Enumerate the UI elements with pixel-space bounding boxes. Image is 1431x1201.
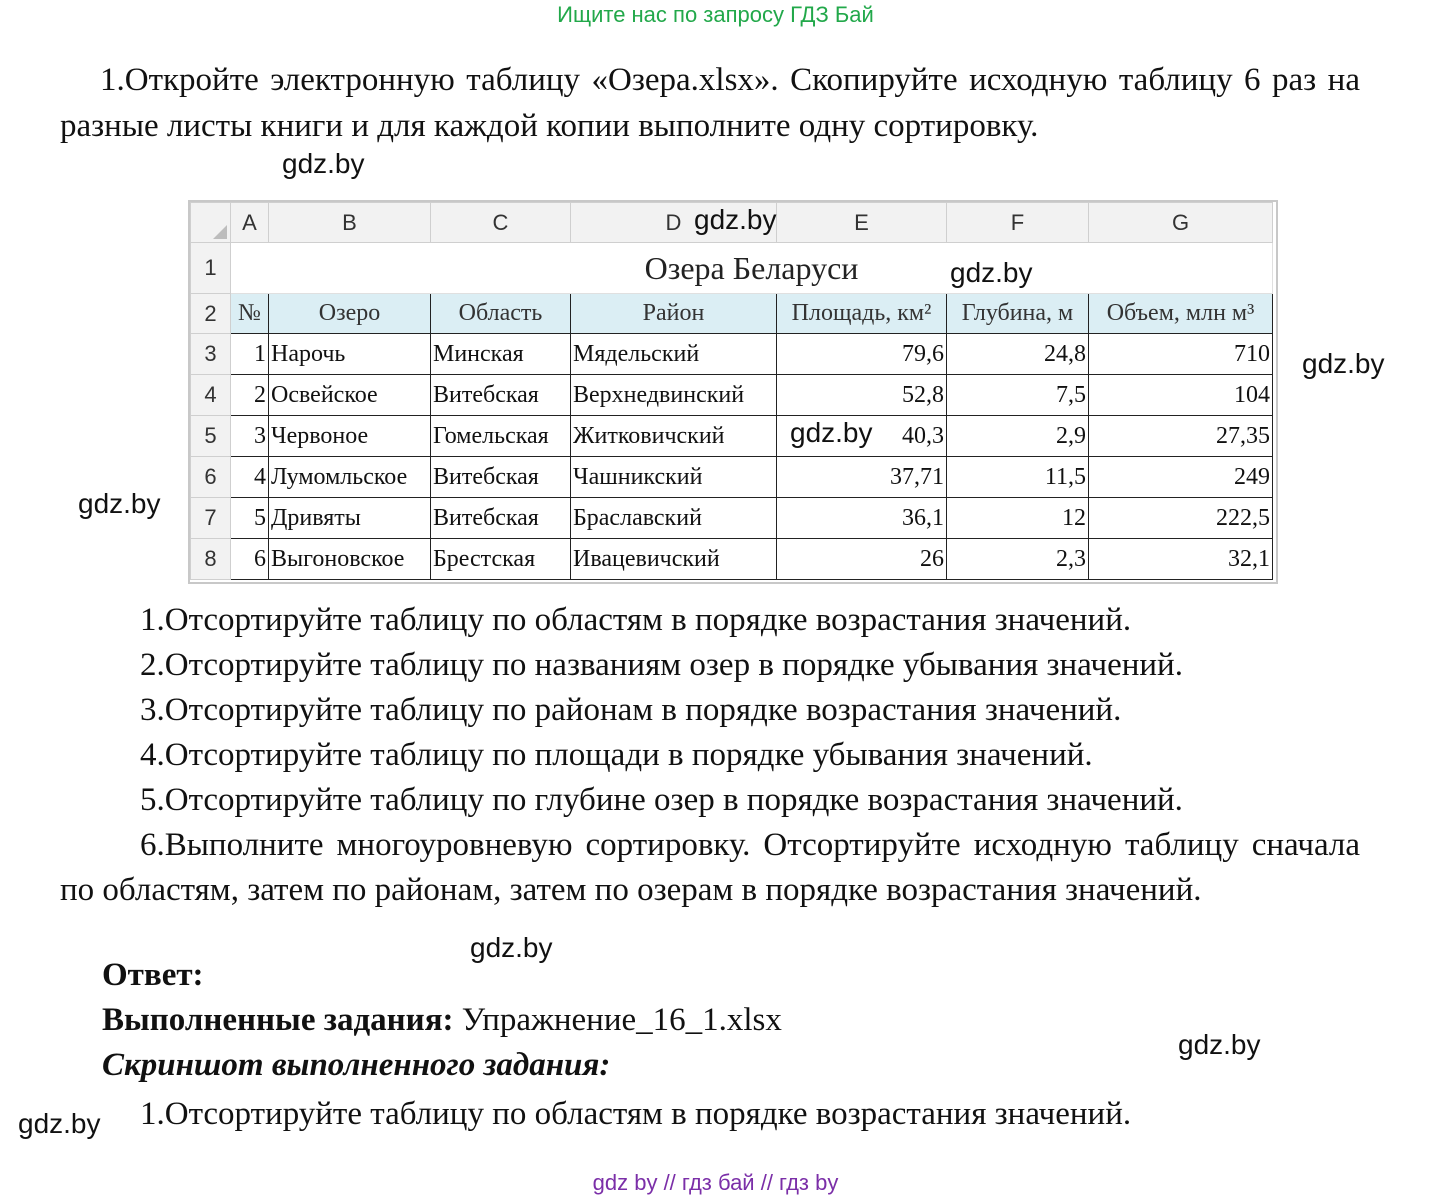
row-header[interactable]: 1 — [191, 243, 231, 294]
col-header-d[interactable]: D — [571, 203, 777, 243]
final-task: 1.Отсортируйте таблицу по областям в порядке возрастания значений. — [140, 1096, 1132, 1132]
task-2: 2.Отсортируйте таблицу по названиям озер в порядке убывания значений. — [140, 647, 1183, 683]
table-cell[interactable]: Ивацевичский — [571, 539, 777, 580]
row-header[interactable]: 3 — [191, 334, 231, 375]
table-row — [191, 498, 1273, 539]
watermark: gdz.by — [78, 488, 161, 519]
table-row — [191, 375, 1273, 416]
table-cell[interactable]: 2 — [231, 375, 269, 416]
table-cell[interactable]: 32,1 — [1089, 539, 1273, 580]
table-cell[interactable]: Чашникский — [571, 457, 777, 498]
table-cell[interactable]: Нарочь — [269, 334, 431, 375]
watermark: gdz.by — [790, 417, 873, 448]
table-cell[interactable]: 6 — [231, 539, 269, 580]
task-3: 3.Отсортируйте таблицу по районам в порядке возрастания значений. — [140, 692, 1122, 728]
row-header[interactable]: 4 — [191, 375, 231, 416]
table-cell[interactable]: 24,8 — [947, 334, 1089, 375]
col-header-a[interactable]: A — [231, 203, 269, 243]
watermark: gdz.by — [950, 257, 1033, 288]
intro-paragraph: 1.Откройте электронную таблицу «Озера.xlsx». Скопируйте исходную таблицу 6 раз на разные листы книги и для каждой копии выполните одну сортировку. — [60, 62, 1360, 144]
table-cell[interactable]: 52,8 — [777, 375, 947, 416]
table-cell[interactable]: Брестская — [431, 539, 571, 580]
title-row — [191, 243, 1273, 294]
table-cell[interactable]: 11,5 — [947, 457, 1089, 498]
col-header-c[interactable]: C — [431, 203, 571, 243]
task-1: 1.Отсортируйте таблицу по областям в порядке возрастания значений. — [140, 602, 1132, 638]
watermark: gdz.by — [1178, 1029, 1261, 1060]
table-cell[interactable]: 2,3 — [947, 539, 1089, 580]
row-header[interactable]: 6 — [191, 457, 231, 498]
table-cell[interactable]: Мядельский — [571, 334, 777, 375]
table-cell[interactable]: Витебская — [431, 498, 571, 539]
table-row — [191, 457, 1273, 498]
task-6: 6.Выполните многоуровневую сортировку. Отсортируйте исходную таблицу сначала по областям, затем по районам, затем по озерам в порядке возрастания значений. — [60, 827, 1360, 908]
completed-file-name: Упражнение_16_1.xlsx — [453, 1002, 782, 1038]
table-cell[interactable]: 40,3 — [777, 416, 947, 457]
watermark: gdz.by — [1302, 348, 1385, 379]
screenshot-heading: Скриншот выполненного задания: — [102, 1047, 611, 1083]
table-row — [191, 334, 1273, 375]
watermark: gdz.by — [282, 148, 365, 179]
table-cell[interactable]: Витебская — [431, 375, 571, 416]
spreadsheet-screenshot — [188, 200, 1278, 584]
table-cell[interactable]: 249 — [1089, 457, 1273, 498]
table-cell[interactable]: 2,9 — [947, 416, 1089, 457]
table-cell[interactable]: Лумомльское — [269, 457, 431, 498]
row-header[interactable]: 7 — [191, 498, 231, 539]
task-5: 5.Отсортируйте таблицу по глубине озер в порядке возрастания значений. — [140, 782, 1183, 818]
table-cell[interactable]: 27,35 — [1089, 416, 1273, 457]
row-header[interactable]: 8 — [191, 539, 231, 580]
completed-tasks-line — [102, 1002, 782, 1039]
table-cell[interactable]: Минская — [431, 334, 571, 375]
select-all-corner[interactable] — [191, 203, 231, 243]
table-cell[interactable]: Дривяты — [269, 498, 431, 539]
header-cell[interactable]: Глубина, м — [947, 294, 1089, 334]
col-header-b[interactable]: B — [269, 203, 431, 243]
table-cell[interactable]: Червоное — [269, 416, 431, 457]
col-header-e[interactable]: E — [777, 203, 947, 243]
table-cell[interactable]: Верхнедвинский — [571, 375, 777, 416]
header-cell[interactable]: Озеро — [269, 294, 431, 334]
table-cell[interactable]: 104 — [1089, 375, 1273, 416]
select-all-icon — [213, 225, 227, 239]
table-cell[interactable]: 7,5 — [947, 375, 1089, 416]
header-row — [191, 294, 1273, 334]
watermark: gdz.by — [18, 1108, 101, 1139]
table-cell[interactable]: 79,6 — [777, 334, 947, 375]
answer-heading: Ответ: — [102, 957, 204, 993]
table-cell[interactable]: Витебская — [431, 457, 571, 498]
table-cell[interactable]: 1 — [231, 334, 269, 375]
table-cell[interactable]: Гомельская — [431, 416, 571, 457]
header-cell[interactable]: Район — [571, 294, 777, 334]
header-cell[interactable]: Область — [431, 294, 571, 334]
table-cell[interactable]: Выгоновское — [269, 539, 431, 580]
table-cell[interactable]: 222,5 — [1089, 498, 1273, 539]
watermark: gdz.by — [694, 204, 777, 235]
table-cell[interactable]: 4 — [231, 457, 269, 498]
col-header-f[interactable]: F — [947, 203, 1089, 243]
footer-links[interactable]: gdz by // гдз бай // гдз by — [592, 1170, 839, 1195]
table-cell[interactable]: 37,71 — [777, 457, 947, 498]
header-cell[interactable]: Площадь, км² — [777, 294, 947, 334]
table-title: Озера Беларуси — [231, 243, 1273, 294]
table-cell[interactable]: Освейское — [269, 375, 431, 416]
header-cell[interactable]: Объем, млн м³ — [1089, 294, 1273, 334]
lakes-table — [190, 202, 1273, 580]
table-row — [191, 539, 1273, 580]
table-cell[interactable]: 12 — [947, 498, 1089, 539]
completed-tasks-label: Выполненные задания: — [102, 1002, 454, 1038]
table-row — [191, 416, 1273, 457]
header-cell[interactable]: № — [231, 294, 269, 334]
table-cell[interactable]: 36,1 — [777, 498, 947, 539]
row-header[interactable]: 2 — [191, 294, 231, 334]
table-cell[interactable]: 710 — [1089, 334, 1273, 375]
table-cell[interactable]: 26 — [777, 539, 947, 580]
search-banner[interactable]: Ищите нас по запросу ГДЗ Бай — [557, 2, 874, 27]
table-cell[interactable]: 3 — [231, 416, 269, 457]
watermark: gdz.by — [470, 932, 553, 963]
table-cell[interactable]: 5 — [231, 498, 269, 539]
table-cell[interactable]: Житковичский — [571, 416, 777, 457]
table-cell[interactable]: Браславский — [571, 498, 777, 539]
task-4: 4.Отсортируйте таблицу по площади в порядке убывания значений. — [140, 737, 1093, 773]
col-header-g[interactable]: G — [1089, 203, 1273, 243]
row-header[interactable]: 5 — [191, 416, 231, 457]
